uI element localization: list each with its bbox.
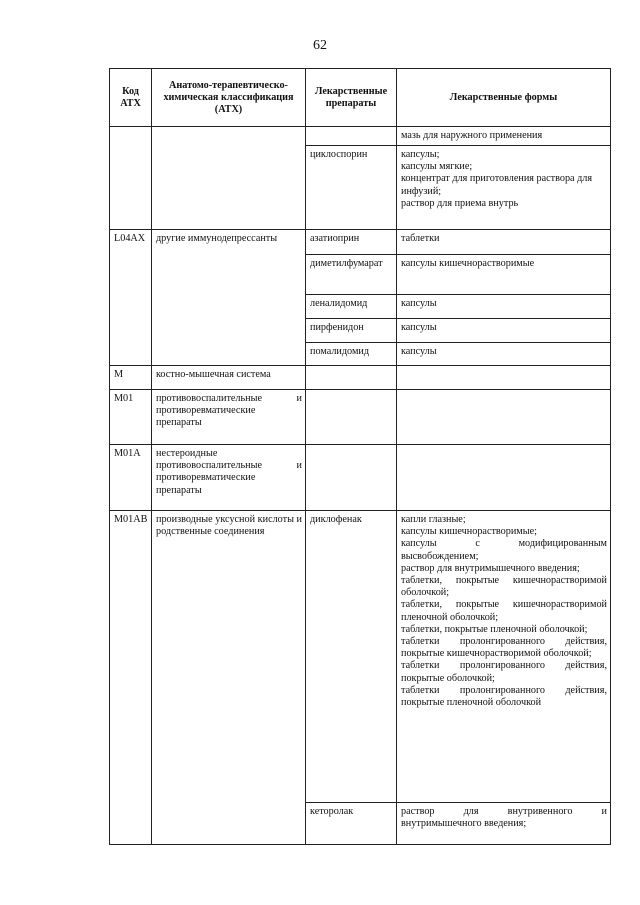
preparation-cell: пирфенидон xyxy=(306,319,397,343)
classification-cell: производные уксусной кислоты и родственные соединения xyxy=(152,511,306,845)
dosage-form-line: капсулы кишечнорастворимые; xyxy=(401,526,537,538)
dosage-form-line: капсулы с модифицированным высвобождением; xyxy=(401,538,607,562)
dosage-form-line: таблетки пролонгированного действия, покрытые пленочной оболочкой xyxy=(401,684,607,709)
header-preparations: Лекарственные препараты xyxy=(306,69,397,127)
dosage-form-line: концентрат для приготовления раствора для инфузий; xyxy=(401,173,593,197)
code-cell: M xyxy=(110,366,152,390)
preparation-cell xyxy=(306,366,397,390)
dosage-form-line: раствор для внутримышечного введения; xyxy=(401,562,580,574)
classification-cell: костно-мышечная система xyxy=(152,366,306,390)
table-row xyxy=(110,230,611,255)
classification-cell: противовоспалительные и противоревматические препараты xyxy=(152,390,306,445)
forms-cell xyxy=(397,295,611,319)
dosage-form-line: капсулы кишечнорастворимые xyxy=(401,258,535,269)
table-row xyxy=(110,127,611,146)
classification-cell: другие иммунодепрессанты xyxy=(152,230,306,366)
preparation-cell: циклоспорин xyxy=(306,146,397,230)
preparation-cell: диклофенак xyxy=(306,511,397,803)
dosage-form-line: капсулы мягкие; xyxy=(401,161,473,173)
code-cell: L04AX xyxy=(110,230,152,366)
dosage-form-line: капсулы xyxy=(401,322,437,333)
preparation-cell: диметилфумарат xyxy=(306,255,397,295)
drug-table xyxy=(109,68,611,845)
forms-cell xyxy=(397,146,611,230)
preparation-cell xyxy=(306,445,397,511)
forms-cell xyxy=(397,255,611,295)
forms-cell xyxy=(397,390,611,445)
forms-cell xyxy=(397,445,611,511)
code-cell xyxy=(110,127,152,230)
preparation-cell xyxy=(306,127,397,146)
code-cell: M01AB xyxy=(110,511,152,845)
header-code: Код АТХ xyxy=(110,69,152,127)
forms-cell xyxy=(397,366,611,390)
preparation-cell: леналидомид xyxy=(306,295,397,319)
forms-cell xyxy=(397,803,611,845)
classification-cell xyxy=(152,127,306,230)
dosage-form-line: таблетки xyxy=(401,233,440,244)
page-number: 62 xyxy=(313,38,327,53)
table-row xyxy=(110,366,611,390)
header-forms: Лекарственные формы xyxy=(397,69,611,127)
table-row xyxy=(110,511,611,803)
forms-cell xyxy=(397,511,611,803)
dosage-form-line: раствор для внутривенного и внутримышечного введения; xyxy=(401,806,607,830)
dosage-form-line: капсулы; xyxy=(401,149,440,160)
forms-cell xyxy=(397,343,611,366)
classification-cell: нестероидные противовоспалительные и противоревматические препараты xyxy=(152,445,306,511)
dosage-form-line: таблетки, покрытые пленочной оболочкой; xyxy=(401,623,588,635)
dosage-form-line: раствор для приема внутрь xyxy=(401,197,519,209)
header-row xyxy=(110,69,611,127)
header-classification: Анатомо-терапевтическо-химическая классификация (АТХ) xyxy=(152,69,306,127)
preparation-cell: азатиоприн xyxy=(306,230,397,255)
dosage-form-line: мазь для наружного применения xyxy=(401,130,543,141)
table-row xyxy=(110,390,611,445)
dosage-form-line: таблетки пролонгированного действия, покрытые оболочкой; xyxy=(401,660,607,684)
code-cell: M01 xyxy=(110,390,152,445)
dosage-form-line: капли глазные; xyxy=(401,514,466,525)
dosage-form-line: таблетки, покрытые кишечнорастворимой пленочной оболочкой; xyxy=(401,599,607,623)
dosage-form-line: таблетки, покрытые кишечнорастворимой оболочкой; xyxy=(401,575,607,599)
dosage-form-line: капсулы xyxy=(401,298,437,309)
table-row xyxy=(110,445,611,511)
dosage-form-line: таблетки пролонгированного действия, покрытые кишечнорастворимой оболочкой; xyxy=(401,636,607,660)
preparation-cell xyxy=(306,390,397,445)
preparation-cell: кеторолак xyxy=(306,803,397,845)
dosage-form-line: капсулы xyxy=(401,346,437,357)
forms-cell xyxy=(397,230,611,255)
forms-cell xyxy=(397,127,611,146)
forms-cell xyxy=(397,319,611,343)
code-cell: M01A xyxy=(110,445,152,511)
preparation-cell: помалидомид xyxy=(306,343,397,366)
